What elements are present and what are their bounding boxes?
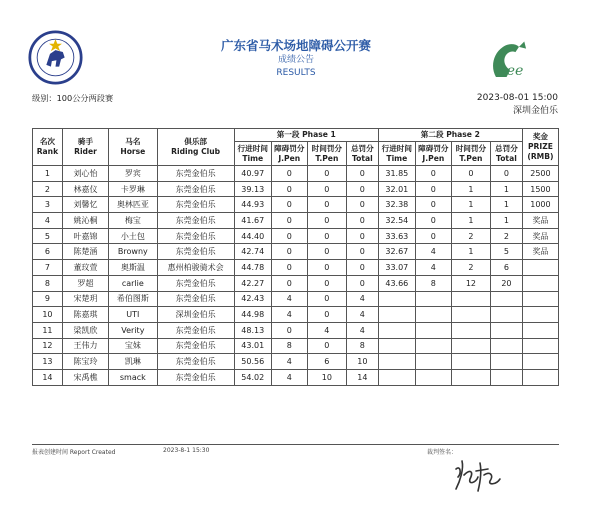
- cell-p2-tpen: 12: [451, 275, 490, 291]
- cell-p1-tpen: 10: [307, 369, 346, 385]
- cell-p1-tpen: 0: [307, 213, 346, 229]
- cell-p2-total: [490, 307, 522, 323]
- report-datetime: 2023-08-01 15:00: [476, 93, 558, 103]
- cell-p1-total: 4: [346, 307, 378, 323]
- cell-rank: 2: [33, 181, 63, 197]
- cell-rider: 陈宝玲: [62, 354, 108, 370]
- cell-p2-tpen: 1: [451, 181, 490, 197]
- cell-club: 东莞金伯乐: [157, 181, 234, 197]
- col-header-p2-time: 行进时间 Time: [378, 142, 415, 166]
- cell-p1-total: 0: [346, 213, 378, 229]
- cell-club: 东莞金伯乐: [157, 291, 234, 307]
- cell-horse: smack: [109, 369, 157, 385]
- table-row: [33, 260, 559, 276]
- cell-p1-tpen: 0: [307, 197, 346, 213]
- cell-p2-total: [490, 354, 522, 370]
- cell-p2-total: [490, 291, 522, 307]
- col-header-rank: 名次 Rank: [33, 129, 63, 166]
- cell-p2-jpen: 0: [415, 197, 451, 213]
- cell-rider: 宋楚玥: [62, 291, 108, 307]
- cell-prize: [522, 369, 558, 385]
- cell-p1-time: 42.27: [234, 275, 271, 291]
- cell-club: 东莞金伯乐: [157, 197, 234, 213]
- cell-rank: 12: [33, 338, 63, 354]
- col-header-horse: 马名 Horse: [109, 129, 157, 166]
- cell-horse: 奥斯温: [109, 260, 157, 276]
- cell-p1-tpen: 0: [307, 338, 346, 354]
- cell-p1-time: 44.78: [234, 260, 271, 276]
- cell-p1-tpen: 0: [307, 181, 346, 197]
- table-row: [33, 166, 559, 182]
- cell-p2-jpen: [415, 307, 451, 323]
- report-created-label: 报表创建时间 Report Created: [32, 449, 116, 456]
- cell-prize: 1000: [522, 197, 558, 213]
- cell-p2-tpen: [451, 291, 490, 307]
- svg-text:ee: ee: [506, 63, 524, 80]
- cell-p2-time: [378, 338, 415, 354]
- cell-p2-total: 1: [490, 181, 522, 197]
- page-title: 广东省马术场地障碍公开赛: [220, 38, 371, 53]
- cell-p1-time: 44.98: [234, 307, 271, 323]
- cell-p2-time: 32.38: [378, 197, 415, 213]
- cell-rider: 董玟萱: [62, 260, 108, 276]
- handwritten-signature: [450, 455, 510, 495]
- cell-p1-tpen: 0: [307, 307, 346, 323]
- cell-p2-jpen: 0: [415, 228, 451, 244]
- cell-p1-jpen: 4: [271, 354, 307, 370]
- subtitle-en: RESULTS: [276, 68, 316, 78]
- cell-horse: 卡罗琳: [109, 181, 157, 197]
- cell-p1-jpen: 4: [271, 369, 307, 385]
- cell-rank: 6: [33, 244, 63, 260]
- cell-p1-jpen: 0: [271, 275, 307, 291]
- cell-p1-time: 44.93: [234, 197, 271, 213]
- cell-rider: 刘心怡: [62, 166, 108, 182]
- cell-p1-total: 4: [346, 322, 378, 338]
- cell-p1-total: 0: [346, 275, 378, 291]
- cell-p2-jpen: 8: [415, 275, 451, 291]
- cell-p1-time: 40.97: [234, 166, 271, 182]
- cell-p1-total: 0: [346, 244, 378, 260]
- venue-name: 深圳金伯乐: [512, 106, 558, 116]
- cell-p1-jpen: 0: [271, 260, 307, 276]
- cell-p2-time: 32.01: [378, 181, 415, 197]
- cell-p2-total: 20: [490, 275, 522, 291]
- cell-rank: 10: [33, 307, 63, 323]
- cell-rider: 罗超: [62, 275, 108, 291]
- cell-club: 东莞金伯乐: [157, 166, 234, 182]
- cell-prize: [522, 275, 558, 291]
- cell-club: 东莞金伯乐: [157, 213, 234, 229]
- cell-p2-total: 6: [490, 260, 522, 276]
- col-header-club: 俱乐部 Riding Club: [157, 129, 234, 166]
- cell-rank: 7: [33, 260, 63, 276]
- cell-club: 东莞金伯乐: [157, 354, 234, 370]
- datetime-venue: [477, 92, 558, 118]
- cell-rider: 林嘉仪: [62, 181, 108, 197]
- cell-rider: 陈楚涵: [62, 244, 108, 260]
- table-row: [33, 197, 559, 213]
- cell-club: 东莞金伯乐: [157, 322, 234, 338]
- cell-p2-total: [490, 338, 522, 354]
- cell-p1-tpen: 0: [307, 244, 346, 260]
- table-row: [33, 291, 559, 307]
- cell-p1-total: 0: [346, 228, 378, 244]
- cell-p1-total: 0: [346, 197, 378, 213]
- cell-prize: 奖品: [522, 244, 558, 260]
- cell-p2-tpen: 1: [451, 213, 490, 229]
- cell-p1-time: 41.67: [234, 213, 271, 229]
- cell-p1-total: 0: [346, 166, 378, 182]
- cell-p2-total: 0: [490, 166, 522, 182]
- table-row: [33, 181, 559, 197]
- referee-signature-label: 裁判签名：: [427, 449, 458, 456]
- cell-club: 东莞金伯乐: [157, 228, 234, 244]
- cell-horse: carlie: [109, 275, 157, 291]
- cell-p2-time: [378, 354, 415, 370]
- cell-p2-time: 43.66: [378, 275, 415, 291]
- competition-level: 级别：100公分两段赛: [32, 93, 114, 103]
- cell-p1-tpen: 0: [307, 260, 346, 276]
- cell-rank: 14: [33, 369, 63, 385]
- cell-p1-tpen: 0: [307, 275, 346, 291]
- cell-p2-time: 33.63: [378, 228, 415, 244]
- cell-p1-time: 42.43: [234, 291, 271, 307]
- cell-rank: 5: [33, 228, 63, 244]
- cell-p1-time: 43.01: [234, 338, 271, 354]
- cell-p2-total: 1: [490, 197, 522, 213]
- cell-rider: 姚沁桐: [62, 213, 108, 229]
- cell-p1-time: 54.02: [234, 369, 271, 385]
- col-header-p2-jpen: 障碍罚分 J.Pen: [415, 142, 451, 166]
- report-created-date: 2023-8-1 15:30: [163, 447, 210, 454]
- cell-p2-time: 32.67: [378, 244, 415, 260]
- cell-p2-total: 5: [490, 244, 522, 260]
- cell-club: 东莞金伯乐: [157, 369, 234, 385]
- cell-p1-tpen: 4: [307, 322, 346, 338]
- cell-prize: [522, 322, 558, 338]
- cell-rank: 11: [33, 322, 63, 338]
- col-header-prize: 奖金 PRIZE (RMB): [522, 129, 558, 166]
- cell-p1-jpen: 0: [271, 181, 307, 197]
- cell-prize: [522, 307, 558, 323]
- cell-p2-jpen: 4: [415, 260, 451, 276]
- cell-p1-jpen: 0: [271, 322, 307, 338]
- cell-p1-jpen: 8: [271, 338, 307, 354]
- cell-prize: [522, 260, 558, 276]
- col-header-phase2: 第二段 Phase 2: [378, 129, 522, 142]
- cell-p1-jpen: 4: [271, 307, 307, 323]
- cell-club: 惠州柏骏骑术会: [157, 260, 234, 276]
- cell-p2-jpen: 0: [415, 213, 451, 229]
- cell-horse: 梅宝: [109, 213, 157, 229]
- cell-p2-jpen: 0: [415, 166, 451, 182]
- cell-p1-total: 0: [346, 181, 378, 197]
- cell-p1-time: 39.13: [234, 181, 271, 197]
- cell-rank: 4: [33, 213, 63, 229]
- cell-p1-jpen: 4: [271, 291, 307, 307]
- cell-p2-jpen: [415, 369, 451, 385]
- cell-horse: 宝妹: [109, 338, 157, 354]
- cell-prize: 1500: [522, 181, 558, 197]
- results-table: [32, 128, 559, 386]
- cell-p2-total: 2: [490, 228, 522, 244]
- cell-prize: [522, 291, 558, 307]
- table-row: [33, 307, 559, 323]
- cell-rider: 叶嘉锦: [62, 228, 108, 244]
- cell-horse: 奥林匹亚: [109, 197, 157, 213]
- cell-p1-tpen: 6: [307, 354, 346, 370]
- cell-p1-total: 14: [346, 369, 378, 385]
- cell-p1-jpen: 0: [271, 197, 307, 213]
- cell-p2-jpen: [415, 354, 451, 370]
- col-header-rider: 骑手 Rider: [62, 129, 108, 166]
- cell-p2-tpen: 2: [451, 260, 490, 276]
- cell-p1-jpen: 0: [271, 228, 307, 244]
- table-row: [33, 338, 559, 354]
- cell-rank: 9: [33, 291, 63, 307]
- cell-p2-tpen: 1: [451, 244, 490, 260]
- cell-p1-time: 48.13: [234, 322, 271, 338]
- cell-horse: Browny: [109, 244, 157, 260]
- cell-p2-time: 33.07: [378, 260, 415, 276]
- col-header-p1-jpen: 障碍罚分 J.Pen: [271, 142, 307, 166]
- table-row: [33, 213, 559, 229]
- subtitle-cn: 成绩公告: [277, 55, 314, 65]
- cell-club: 东莞金伯乐: [157, 244, 234, 260]
- cell-horse: Verity: [109, 322, 157, 338]
- cell-horse: 小土包: [109, 228, 157, 244]
- col-header-p1-tpen: 时间罚分 T.Pen: [307, 142, 346, 166]
- cell-club: 东莞金伯乐: [157, 338, 234, 354]
- cell-p2-time: [378, 307, 415, 323]
- cell-p2-tpen: 2: [451, 228, 490, 244]
- cell-prize: 奖品: [522, 228, 558, 244]
- col-header-p2-total: 总罚分 Total: [490, 142, 522, 166]
- cell-p2-tpen: [451, 338, 490, 354]
- cell-p1-time: 42.74: [234, 244, 271, 260]
- cell-prize: 奖品: [522, 213, 558, 229]
- col-header-p2-tpen: 时间罚分 T.Pen: [451, 142, 490, 166]
- cell-p2-tpen: 1: [451, 197, 490, 213]
- cell-prize: 2500: [522, 166, 558, 182]
- cell-p2-tpen: [451, 307, 490, 323]
- cell-p1-jpen: 0: [271, 213, 307, 229]
- cell-p1-jpen: 0: [271, 166, 307, 182]
- cell-rank: 3: [33, 197, 63, 213]
- cell-prize: [522, 354, 558, 370]
- cell-p2-jpen: [415, 291, 451, 307]
- cell-horse: 罗宾: [109, 166, 157, 182]
- cell-p2-jpen: [415, 338, 451, 354]
- results-body: [33, 166, 559, 386]
- cell-rider: 宋禹樵: [62, 369, 108, 385]
- cell-club: 东莞金伯乐: [157, 275, 234, 291]
- table-row: [33, 244, 559, 260]
- cell-p1-total: 8: [346, 338, 378, 354]
- cell-rider: 梁凯欣: [62, 322, 108, 338]
- cell-rank: 8: [33, 275, 63, 291]
- cell-p2-time: [378, 291, 415, 307]
- cell-p1-total: 10: [346, 354, 378, 370]
- cell-horse: 希伯图斯: [109, 291, 157, 307]
- cell-p1-time: 50.56: [234, 354, 271, 370]
- cell-p2-total: 1: [490, 213, 522, 229]
- cell-p1-total: 0: [346, 260, 378, 276]
- col-header-p1-total: 总罚分 Total: [346, 142, 378, 166]
- cell-p2-jpen: 0: [415, 181, 451, 197]
- cell-rank: 1: [33, 166, 63, 182]
- cell-p2-time: [378, 369, 415, 385]
- cell-p1-tpen: 0: [307, 166, 346, 182]
- cell-p2-jpen: 4: [415, 244, 451, 260]
- table-row: [33, 369, 559, 385]
- cell-rider: 刘馨忆: [62, 197, 108, 213]
- cell-rider: 陈嘉琪: [62, 307, 108, 323]
- cell-p1-tpen: 0: [307, 228, 346, 244]
- cell-p2-tpen: [451, 354, 490, 370]
- cell-p2-tpen: 0: [451, 166, 490, 182]
- table-row: [33, 322, 559, 338]
- cell-p2-tpen: [451, 322, 490, 338]
- footer-divider: [32, 444, 559, 445]
- cell-rider: 王伟力: [62, 338, 108, 354]
- cell-p2-time: [378, 322, 415, 338]
- cell-p2-total: [490, 322, 522, 338]
- table-row: [33, 275, 559, 291]
- col-header-p1-time: 行进时间 Time: [234, 142, 271, 166]
- table-row: [33, 354, 559, 370]
- cell-prize: [522, 338, 558, 354]
- cell-p2-jpen: [415, 322, 451, 338]
- cell-p1-total: 4: [346, 291, 378, 307]
- cell-p1-jpen: 0: [271, 244, 307, 260]
- cell-p2-total: [490, 369, 522, 385]
- cell-p1-tpen: 0: [307, 291, 346, 307]
- table-row: [33, 228, 559, 244]
- cell-p1-time: 44.40: [234, 228, 271, 244]
- cell-rank: 13: [33, 354, 63, 370]
- cell-p2-tpen: [451, 369, 490, 385]
- cell-horse: 凯琳: [109, 354, 157, 370]
- cell-club: 深圳金伯乐: [157, 307, 234, 323]
- cell-horse: UTI: [109, 307, 157, 323]
- cell-p2-time: 32.54: [378, 213, 415, 229]
- col-header-phase1: 第一段 Phase 1: [234, 129, 378, 142]
- cell-p2-time: 31.85: [378, 166, 415, 182]
